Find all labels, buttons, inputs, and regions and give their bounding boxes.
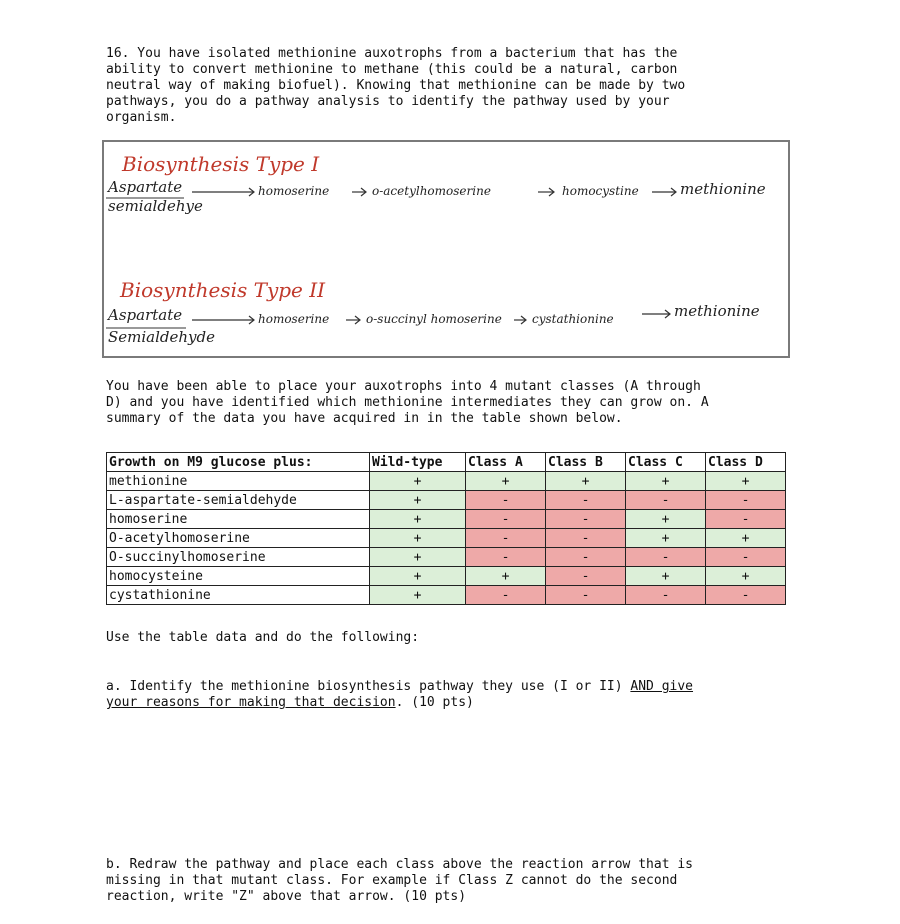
handwritten-pathways-box [102, 140, 790, 358]
growth-cell: + [626, 510, 706, 529]
growth-cell: - [466, 510, 546, 529]
header-class-a: Class A [466, 453, 546, 472]
mutant-classes-text: You have been able to place your auxotrophs into 4 mutant classes (A through D) and you have identified which methionine intermediates they can grow on. A summary of the data you have acquired in in the table shown below. [106, 379, 709, 426]
growth-cell: - [466, 586, 546, 605]
header-class-b: Class B [546, 453, 626, 472]
growth-cell: - [466, 529, 546, 548]
question-intro: 16. You have isolated methionine auxotrophs from a bacterium that has the ability to convert methionine to methane (this could be a natural, carbon neutral way of making biofuel). Knowing that methionine can be made by two pathways, you do a pathway analysis to identify the pathway used by your organism. [106, 46, 686, 125]
growth-cell: - [706, 510, 786, 529]
table-row [107, 529, 786, 548]
table-row [107, 548, 786, 567]
type-2-end: methionine [674, 302, 760, 320]
type-1-end: methionine [680, 180, 766, 198]
instructions-text: Use the table data and do the following: [106, 630, 420, 645]
growth-cell: - [706, 491, 786, 510]
type-2-step-3: cystathionine [532, 312, 614, 326]
growth-cell: + [626, 567, 706, 586]
growth-cell: - [546, 548, 626, 567]
table-row [107, 586, 786, 605]
type-2-step-1: homoserine [258, 312, 330, 326]
type-1-start-line1: Aspartate [108, 178, 183, 196]
header-growth: Growth on M9 glucose plus: [107, 453, 370, 472]
type-1-step-2: o-acetylhomoserine [372, 184, 491, 198]
header-class-d: Class D [706, 453, 786, 472]
type-1-title: Biosynthesis Type I [122, 152, 320, 176]
type-2-start-line1: Aspartate [108, 306, 183, 324]
type-2-start-line2: Semialdehyde [108, 328, 216, 346]
table-row [107, 510, 786, 529]
table-row [107, 472, 786, 491]
part-a-suffix: . (10 pts) [395, 695, 474, 710]
growth-data-table [106, 452, 786, 605]
header-wild-type: Wild-type [370, 453, 466, 472]
table-row [107, 567, 786, 586]
growth-cell: - [546, 586, 626, 605]
part-b-question: b. Redraw the pathway and place each class above the reaction arrow that is missing in that mutant class. For example if Class Z cannot do the second reaction, write "Z" above that arrow. (10 pts) [106, 857, 693, 904]
row-label: cystathionine [107, 586, 370, 605]
growth-cell: - [706, 548, 786, 567]
growth-cell: + [466, 472, 546, 491]
growth-cell: - [626, 586, 706, 605]
growth-cell: + [370, 472, 466, 491]
row-label: homoserine [107, 510, 370, 529]
growth-cell: - [706, 586, 786, 605]
growth-cell: + [370, 529, 466, 548]
growth-cell: + [370, 567, 466, 586]
growth-cell: - [546, 510, 626, 529]
growth-cell: - [626, 491, 706, 510]
growth-cell: - [546, 529, 626, 548]
table-header-row [107, 453, 786, 472]
row-label: methionine [107, 472, 370, 491]
growth-cell: + [706, 472, 786, 491]
part-a-prefix: a. Identify the methionine biosynthesis pathway they use (I or II) [106, 679, 631, 694]
type-1-step-3: homocystine [562, 184, 639, 198]
growth-cell: - [466, 548, 546, 567]
growth-cell: + [370, 510, 466, 529]
type-2-title: Biosynthesis Type II [120, 278, 326, 302]
growth-cell: + [626, 472, 706, 491]
growth-cell: - [546, 491, 626, 510]
growth-cell: + [370, 586, 466, 605]
growth-cell: + [706, 529, 786, 548]
growth-cell: - [626, 548, 706, 567]
row-label: L-aspartate-semialdehyde [107, 491, 370, 510]
growth-cell: + [370, 548, 466, 567]
growth-cell: - [546, 567, 626, 586]
table-row [107, 491, 786, 510]
type-2-step-2: o-succinyl homoserine [366, 312, 502, 326]
header-class-c: Class C [626, 453, 706, 472]
growth-cell: + [370, 491, 466, 510]
type-1-start-line2: semialdehye [108, 197, 203, 215]
row-label: O-succinylhomoserine [107, 548, 370, 567]
table-body [107, 472, 786, 605]
growth-cell: + [466, 567, 546, 586]
part-a-question [106, 679, 796, 711]
growth-cell: + [626, 529, 706, 548]
growth-cell: + [546, 472, 626, 491]
row-label: homocysteine [107, 567, 370, 586]
growth-cell: - [466, 491, 546, 510]
part-a-underlined: AND give your reasons for making that decision [106, 679, 694, 710]
growth-cell: + [706, 567, 786, 586]
row-label: O-acetylhomoserine [107, 529, 370, 548]
type-1-step-1: homoserine [258, 184, 330, 198]
